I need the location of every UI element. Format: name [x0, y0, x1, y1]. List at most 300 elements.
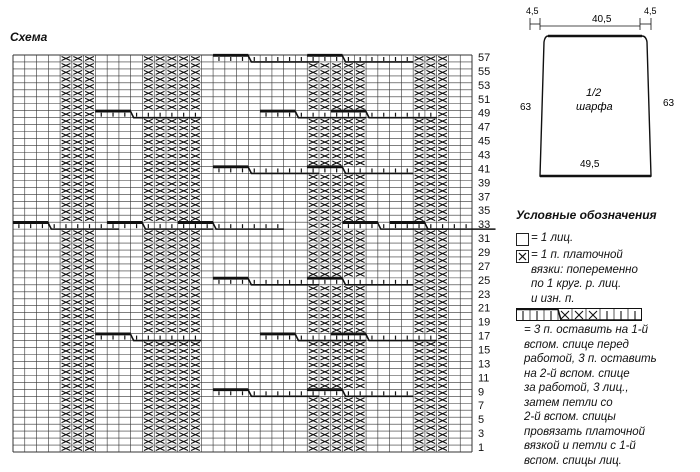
chart-stitch-x — [156, 238, 165, 242]
chart-stitch-x — [144, 349, 153, 353]
chart-stitch-x — [356, 258, 365, 262]
chart-stitch-x — [156, 196, 165, 200]
chart-stitch-x — [73, 342, 82, 346]
chart-stitch-x — [191, 258, 200, 262]
chart-stitch-x — [156, 342, 165, 346]
chart-stitch-x — [415, 231, 424, 235]
chart-stitch-x — [356, 245, 365, 249]
chart-stitch-x — [144, 217, 153, 221]
chart-stitch-x — [191, 272, 200, 276]
chart-stitch-x — [415, 252, 424, 256]
chart-stitch-x — [62, 419, 71, 423]
chart-stitch-x — [144, 168, 153, 172]
chart-stitch-x — [415, 426, 424, 430]
chart-stitch-x — [344, 342, 353, 346]
chart-stitch-x — [344, 363, 353, 367]
chart-stitch-x — [62, 189, 71, 193]
chart-stitch-x — [144, 252, 153, 256]
chart-stitch-x — [191, 293, 200, 297]
chart-stitch-x — [73, 217, 82, 221]
chart-stitch-x — [344, 384, 353, 388]
chart-stitch-x — [73, 412, 82, 416]
chart-stitch-x — [321, 342, 330, 346]
chart-stitch-x — [321, 356, 330, 360]
chart-stitch-x — [426, 147, 435, 151]
chart-stitch-x — [426, 77, 435, 81]
chart-stitch-x — [85, 119, 94, 123]
chart-stitch-x — [85, 210, 94, 214]
chart-stitch-x — [309, 363, 318, 367]
chart-stitch-x — [168, 84, 177, 88]
chart-stitch-x — [73, 84, 82, 88]
chart-stitch-x — [332, 433, 341, 437]
chart-stitch-x — [321, 217, 330, 221]
chart-stitch-x — [179, 258, 188, 262]
chart-stitch-x — [356, 398, 365, 402]
chart-stitch-x — [309, 300, 318, 304]
chart-stitch-x — [144, 370, 153, 374]
chart-stitch-x — [156, 447, 165, 451]
chart-stitch-x — [179, 140, 188, 144]
chart-stitch-x — [321, 231, 330, 235]
chart-stitch-x — [344, 147, 353, 151]
chart-stitch-x — [321, 412, 330, 416]
chart-stitch-x — [415, 196, 424, 200]
chart-stitch-x — [62, 356, 71, 360]
chart-stitch-x — [356, 363, 365, 367]
chart-stitch-x — [191, 328, 200, 332]
chart-stitch-x — [179, 447, 188, 451]
chart-stitch-x — [179, 363, 188, 367]
chart-stitch-x — [344, 286, 353, 290]
chart-stitch-x — [415, 370, 424, 374]
chart-stitch-x — [179, 161, 188, 165]
chart-stitch-x — [332, 98, 341, 102]
chart-stitch-x — [426, 238, 435, 242]
chart-stitch-x — [438, 203, 447, 207]
row-label: 11 — [478, 372, 490, 385]
chart-stitch-x — [309, 77, 318, 81]
chart-stitch-x — [332, 91, 341, 95]
chart-stitch-x — [321, 77, 330, 81]
chart-stitch-x — [426, 328, 435, 332]
chart-stitch-x — [332, 419, 341, 423]
chart-stitch-x — [191, 356, 200, 360]
chart-stitch-x — [156, 307, 165, 311]
chart-stitch-x — [438, 91, 447, 95]
chart-stitch-x — [332, 217, 341, 221]
chart-stitch-x — [168, 377, 177, 381]
chart-stitch-x — [73, 189, 82, 193]
chart-stitch-x — [85, 182, 94, 186]
chart-stitch-x — [309, 161, 318, 165]
chart-stitch-x — [144, 189, 153, 193]
row-label: 51 — [478, 93, 491, 106]
chart-stitch-x — [85, 426, 94, 430]
chart-stitch-x — [73, 419, 82, 423]
chart-stitch-x — [191, 377, 200, 381]
chart-stitch-x — [415, 133, 424, 137]
chart-stitch-x — [415, 258, 424, 262]
chart-stitch-x — [85, 384, 94, 388]
chart-stitch-x — [62, 98, 71, 102]
chart-stitch-x — [332, 342, 341, 346]
chart-stitch-x — [62, 70, 71, 74]
chart-stitch-x — [168, 356, 177, 360]
chart-stitch-x — [85, 447, 94, 451]
chart-stitch-x — [179, 405, 188, 409]
chart-stitch-x — [438, 419, 447, 423]
chart-stitch-x — [156, 182, 165, 186]
chart-stitch-x — [438, 391, 447, 395]
chart-stitch-x — [144, 238, 153, 242]
row-label: 15 — [478, 344, 491, 357]
chart-stitch-x — [85, 63, 94, 67]
chart-stitch-x — [62, 349, 71, 353]
chart-stitch-x — [321, 252, 330, 256]
chart-stitch-x — [321, 286, 330, 290]
chart-stitch-x — [356, 377, 365, 381]
chart-stitch-x — [156, 98, 165, 102]
chart-stitch-x — [73, 91, 82, 95]
chart-stitch-x — [344, 189, 353, 193]
row-label: 23 — [478, 288, 491, 301]
chart-stitch-x — [168, 300, 177, 304]
chart-stitch-x — [309, 175, 318, 179]
chart-stitch-x — [309, 210, 318, 214]
chart-stitch-x — [179, 238, 188, 242]
chart-stitch-x — [438, 328, 447, 332]
chart-stitch-x — [179, 154, 188, 158]
chart-stitch-x — [426, 447, 435, 451]
chart-stitch-x — [156, 272, 165, 276]
chart-stitch-x — [179, 342, 188, 346]
chart-stitch-x — [309, 133, 318, 137]
chart-stitch-x — [144, 210, 153, 214]
chart-stitch-x — [62, 231, 71, 235]
chart-stitch-x — [85, 168, 94, 172]
chart-stitch-x — [85, 342, 94, 346]
chart-stitch-x — [426, 426, 435, 430]
chart-stitch-x — [426, 182, 435, 186]
chart-stitch-x — [85, 70, 94, 74]
chart-stitch-x — [321, 119, 330, 123]
chart-stitch-x — [415, 405, 424, 409]
chart-stitch-x — [156, 314, 165, 318]
chart-stitch-x — [309, 356, 318, 360]
chart-stitch-x — [168, 426, 177, 430]
chart-stitch-x — [73, 384, 82, 388]
chart-stitch-x — [191, 91, 200, 95]
chart-stitch-x — [179, 328, 188, 332]
chart-stitch-x — [62, 245, 71, 249]
chart-stitch-x — [156, 370, 165, 374]
chart-stitch-x — [356, 231, 365, 235]
chart-stitch-x — [144, 203, 153, 207]
chart-stitch-x — [73, 147, 82, 151]
chart-stitch-x — [62, 265, 71, 269]
chart-stitch-x — [179, 412, 188, 416]
chart-stitch-x — [438, 335, 447, 339]
chart-stitch-x — [179, 63, 188, 67]
chart-stitch-x — [426, 370, 435, 374]
chart-stitch-x — [73, 447, 82, 451]
row-label: 25 — [478, 274, 491, 287]
chart-stitch-x — [356, 447, 365, 451]
chart-stitch-x — [415, 91, 424, 95]
chart-stitch-x — [168, 391, 177, 395]
chart-stitch-x — [85, 314, 94, 318]
chart-stitch-x — [179, 321, 188, 325]
chart-stitch-x — [309, 189, 318, 193]
chart-stitch-x — [156, 398, 165, 402]
chart-stitch-x — [438, 342, 447, 346]
chart-stitch-x — [73, 391, 82, 395]
chart-stitch-x — [332, 405, 341, 409]
chart-stitch-x — [321, 272, 330, 276]
chart-stitch-x — [168, 307, 177, 311]
chart-stitch-x — [426, 252, 435, 256]
chart-stitch-x — [344, 252, 353, 256]
chart-stitch-x — [309, 384, 318, 388]
chart-stitch-x — [191, 182, 200, 186]
chart-stitch-x — [62, 258, 71, 262]
chart-stitch-x — [179, 252, 188, 256]
chart-stitch-x — [321, 377, 330, 381]
top-right-dimension: 4,5 — [644, 6, 657, 16]
chart-stitch-x — [85, 391, 94, 395]
chart-stitch-x — [415, 98, 424, 102]
chart-stitch-x — [415, 272, 424, 276]
chart-stitch-x — [144, 293, 153, 297]
chart-stitch-x — [191, 147, 200, 151]
chart-stitch-x — [332, 265, 341, 269]
chart-stitch-x — [144, 161, 153, 165]
chart-stitch-x — [179, 77, 188, 81]
chart-stitch-x — [85, 258, 94, 262]
chart-stitch-x — [426, 321, 435, 325]
garter-symbol-icon — [516, 250, 529, 263]
chart-stitch-x — [73, 265, 82, 269]
chart-stitch-x — [191, 77, 200, 81]
chart-stitch-x — [191, 265, 200, 269]
chart-stitch-x — [415, 419, 424, 423]
chart-stitch-x — [321, 307, 330, 311]
chart-stitch-x — [73, 363, 82, 367]
chart-stitch-x — [438, 252, 447, 256]
chart-stitch-x — [344, 182, 353, 186]
chart-stitch-x — [85, 433, 94, 437]
chart-stitch-x — [356, 293, 365, 297]
chart-stitch-x — [85, 189, 94, 193]
chart-stitch-x — [85, 440, 94, 444]
chart-stitch-x — [168, 203, 177, 207]
chart-stitch-x — [332, 63, 341, 67]
chart-stitch-x — [415, 356, 424, 360]
chart-stitch-x — [168, 182, 177, 186]
chart-stitch-x — [309, 217, 318, 221]
row-label: 39 — [478, 177, 491, 190]
chart-stitch-x — [321, 91, 330, 95]
chart-stitch-x — [62, 370, 71, 374]
chart-stitch-x — [179, 175, 188, 179]
chart-stitch-x — [191, 433, 200, 437]
chart-stitch-x — [62, 168, 71, 172]
chart-stitch-x — [426, 140, 435, 144]
chart-stitch-x — [179, 391, 188, 395]
chart-stitch-x — [144, 356, 153, 360]
chart-stitch-x — [168, 286, 177, 290]
chart-stitch-x — [415, 286, 424, 290]
chart-stitch-x — [144, 84, 153, 88]
chart-stitch-x — [321, 98, 330, 102]
chart-stitch-x — [144, 258, 153, 262]
chart-stitch-x — [356, 84, 365, 88]
chart-stitch-x — [438, 398, 447, 402]
chart-stitch-x — [426, 405, 435, 409]
chart-stitch-x — [344, 426, 353, 430]
chart-stitch-x — [426, 133, 435, 137]
scarf-schematic — [520, 4, 695, 184]
chart-stitch-x — [168, 175, 177, 179]
chart-stitch-x — [62, 440, 71, 444]
chart-stitch-x — [356, 196, 365, 200]
chart-stitch-x — [144, 245, 153, 249]
legend-item-garter: = 1 п. платочной вязки: попеременно по 1 круг. р. лиц. и изн. п. — [531, 249, 638, 305]
chart-stitch-x — [73, 182, 82, 186]
chart-stitch-x — [438, 126, 447, 130]
chart-stitch-x — [438, 161, 447, 165]
chart-stitch-x — [168, 265, 177, 269]
chart-stitch-x — [426, 377, 435, 381]
chart-stitch-x — [321, 300, 330, 304]
chart-stitch-x — [191, 57, 200, 61]
chart-stitch-x — [156, 126, 165, 130]
chart-stitch-x — [144, 391, 153, 395]
chart-stitch-x — [344, 77, 353, 81]
chart-stitch-x — [191, 405, 200, 409]
chart-stitch-x — [62, 238, 71, 242]
chart-stitch-x — [332, 140, 341, 144]
chart-stitch-x — [85, 133, 94, 137]
chart-stitch-x — [344, 300, 353, 304]
chart-stitch-x — [62, 203, 71, 207]
chart-stitch-x — [356, 154, 365, 158]
chart-stitch-x — [332, 175, 341, 179]
chart-stitch-x — [356, 147, 365, 151]
chart-stitch-x — [85, 147, 94, 151]
chart-stitch-x — [356, 307, 365, 311]
chart-stitch-x — [309, 426, 318, 430]
chart-stitch-x — [62, 377, 71, 381]
chart-stitch-x — [344, 307, 353, 311]
chart-stitch-x — [62, 126, 71, 130]
chart-stitch-x — [156, 245, 165, 249]
chart-stitch-x — [438, 182, 447, 186]
chart-stitch-x — [426, 363, 435, 367]
chart-stitch-x — [156, 70, 165, 74]
chart-stitch-x — [309, 433, 318, 437]
right-height-dimension: 63 — [663, 98, 675, 109]
chart-stitch-x — [309, 231, 318, 235]
chart-stitch-x — [356, 342, 365, 346]
chart-stitch-x — [426, 91, 435, 95]
chart-stitch-x — [73, 426, 82, 430]
chart-stitch-x — [332, 356, 341, 360]
chart-stitch-x — [309, 84, 318, 88]
chart-stitch-x — [426, 433, 435, 437]
chart-stitch-x — [321, 426, 330, 430]
chart-stitch-x — [85, 300, 94, 304]
chart-stitch-x — [144, 314, 153, 318]
chart-stitch-x — [85, 279, 94, 283]
chart-stitch-x — [85, 370, 94, 374]
chart-stitch-x — [332, 293, 341, 297]
chart-stitch-x — [144, 363, 153, 367]
chart-stitch-x — [332, 272, 341, 276]
chart-stitch-x — [144, 154, 153, 158]
chart-stitch-x — [168, 398, 177, 402]
chart-stitch-x — [156, 356, 165, 360]
chart-stitch-x — [344, 98, 353, 102]
chart-stitch-x — [438, 105, 447, 109]
chart-stitch-x — [191, 98, 200, 102]
chart-stitch-x — [191, 440, 200, 444]
chart-stitch-x — [191, 300, 200, 304]
chart-stitch-x — [191, 140, 200, 144]
chart-stitch-x — [144, 377, 153, 381]
chart-stitch-x — [179, 70, 188, 74]
chart-stitch-x — [168, 279, 177, 283]
chart-stitch-x — [168, 440, 177, 444]
chart-stitch-x — [179, 440, 188, 444]
chart-stitch-x — [179, 182, 188, 186]
chart-stitch-x — [179, 265, 188, 269]
chart-stitch-x — [356, 189, 365, 193]
chart-stitch-x — [415, 140, 424, 144]
chart-stitch-x — [309, 349, 318, 353]
chart-stitch-x — [85, 126, 94, 130]
chart-stitch-x — [321, 84, 330, 88]
chart-stitch-x — [344, 405, 353, 409]
chart-stitch-x — [73, 196, 82, 200]
chart-stitch-x — [438, 447, 447, 451]
chart-stitch-x — [73, 252, 82, 256]
chart-stitch-x — [85, 203, 94, 207]
chart-stitch-x — [85, 140, 94, 144]
chart-stitch-x — [62, 342, 71, 346]
chart-stitch-x — [62, 286, 71, 290]
chart-stitch-x — [73, 57, 82, 61]
row-label: 43 — [478, 149, 491, 162]
chart-stitch-x — [62, 154, 71, 158]
chart-stitch-x — [332, 363, 341, 367]
chart-stitch-x — [344, 258, 353, 262]
chart-stitch-x — [85, 217, 94, 221]
chart-stitch-x — [415, 119, 424, 123]
chart-stitch-x — [62, 300, 71, 304]
chart-stitch-x — [415, 126, 424, 130]
chart-stitch-x — [168, 70, 177, 74]
chart-stitch-x — [62, 328, 71, 332]
chart-stitch-x — [62, 133, 71, 137]
chart-stitch-x — [73, 272, 82, 276]
row-label: 47 — [478, 121, 491, 134]
chart-stitch-x — [356, 91, 365, 95]
chart-stitch-x — [73, 349, 82, 353]
chart-stitch-x — [321, 405, 330, 409]
chart-stitch-x — [438, 119, 447, 123]
